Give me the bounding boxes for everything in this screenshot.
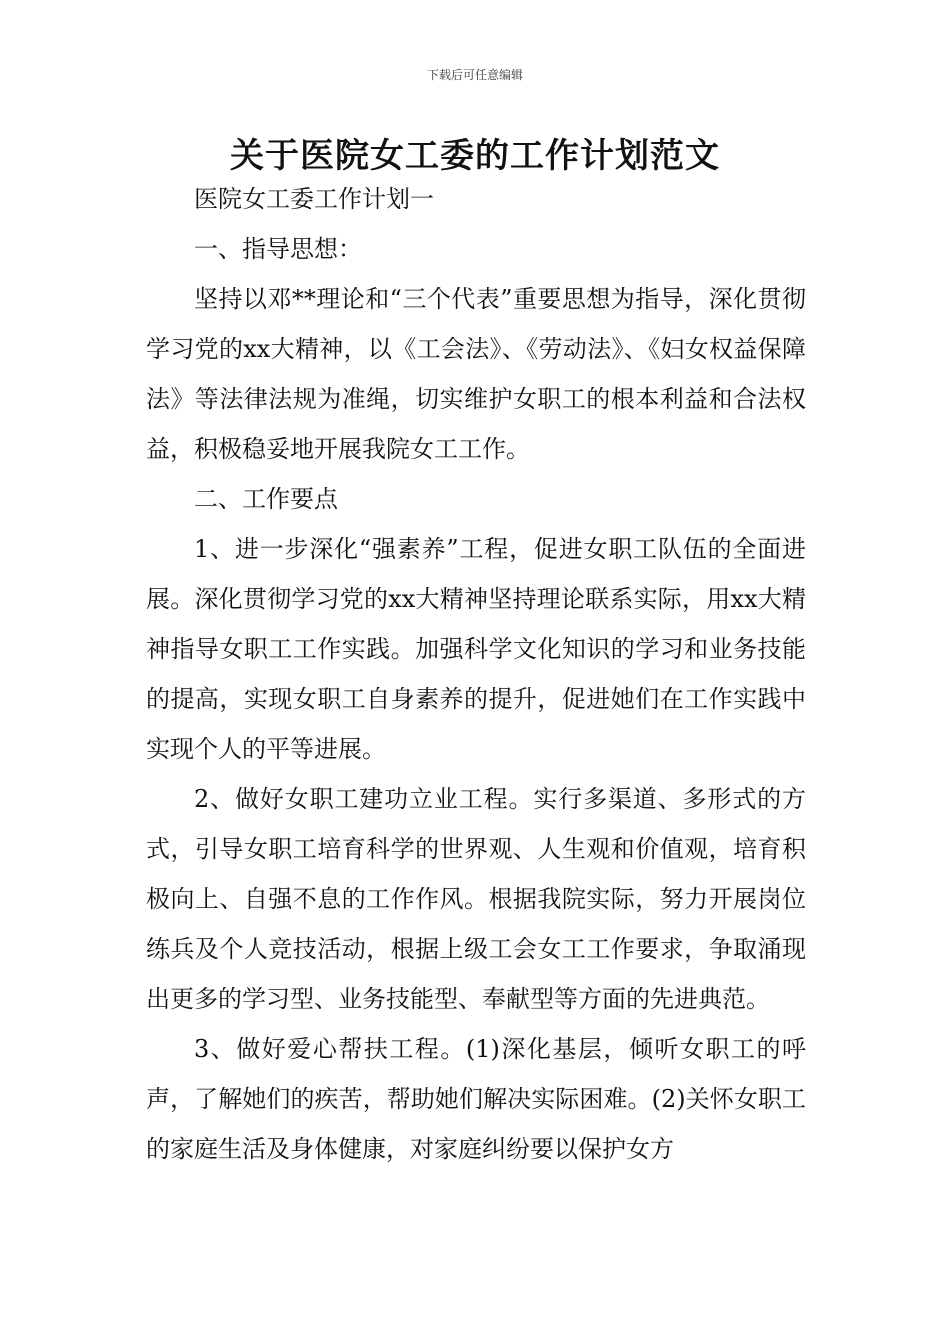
section-heading-plan-one: 医院女工委工作计划一 xyxy=(194,185,434,213)
section-heading-guiding-thought: 一、指导思想： xyxy=(194,235,362,263)
document-body xyxy=(146,174,806,1174)
document-title: 关于医院女工委的工作计划范文 xyxy=(230,136,720,176)
section-heading-work-points: 二、工作要点 xyxy=(194,485,338,513)
paragraph-guiding-thought: 坚持以邓**理论和“三个代表”重要思想为指导，深化贯彻学习党的xx大精神，以《工会法》、《劳动法》、《妇女权益保障法》等法律法规为准绳，切实维护女职工的根本利益和合法权益，积极稳妥地开展我院女工工作。 xyxy=(146,285,806,463)
paragraph-point-2: 2、做好女职工建功立业工程。实行多渠道、多形式的方式，引导女职工培育科学的世界观、人生观和价值观，培育积极向上、自强不息的工作作风。根据我院实际，努力开展岗位练兵及个人竞技活动，根据上级工会女工工作要求，争取涌现出更多的学习型、业务技能型、奉献型等方面的先进典范。 xyxy=(146,785,806,1013)
header-note: 下载后可任意编辑 xyxy=(426,68,523,82)
paragraph-point-3: 3、做好爱心帮扶工程。(1)深化基层，倾听女职工的呼声，了解她们的疾苦，帮助她们解决实际困难。(2)关怀女职工的家庭生活及身体健康，对家庭纠纷要以保护女方 xyxy=(146,1035,806,1163)
paragraph-point-1: 1、进一步深化“强素养”工程，促进女职工队伍的全面进展。深化贯彻学习党的xx大精神坚持理论联系实际，用xx大精神指导女职工工作实践。加强科学文化知识的学习和业务技能的提高，实现女职工自身素养的提升，促进她们在工作实践中实现个人的平等进展。 xyxy=(146,535,806,763)
